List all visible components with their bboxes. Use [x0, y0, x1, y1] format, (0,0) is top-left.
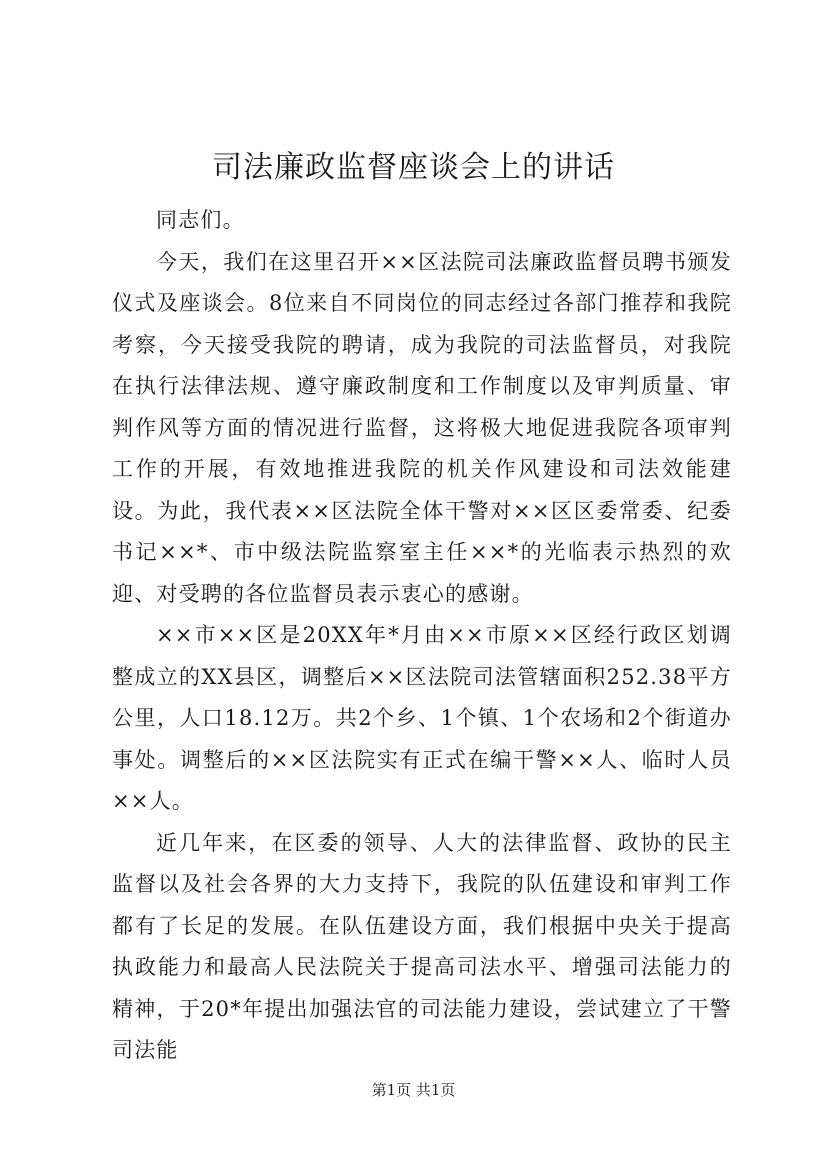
document-body — [112, 200, 732, 1072]
document-title: 司法廉政监督座谈会上的讲话 — [212, 150, 615, 185]
paragraph-2: ××市××区是20XX年*月由××市原××区经行政区划调整成立的XX县区，调整后××区法院司法管辖面积252.38平方公里，人口18.12万。共2个乡、1个镇、1个农场和2个街道办事处。调整后的××区法院实有正式在编干警××人、临时人员××人。 — [112, 623, 732, 813]
paragraph-3: 近几年来，在区委的领导、人大的法律监督、政协的民主监督以及社会各界的大力支持下，我院的队伍建设和审判工作都有了长足的发展。在队伍建设方面，我们根据中央关于提高执政能力和最高人民法院关于提高司法水平、增强司法能力的精神，于20*年提出加强法官的司法能力建设，尝试建立了干警司法能 — [112, 830, 732, 1062]
page-footer: 第1页 共1页 — [371, 1081, 456, 1099]
paragraph-1: 今天，我们在这里召开××区法院司法廉政监督员聘书颁发仪式及座谈会。8位来自不同岗位的同志经过各部门推荐和我院考察，今天接受我院的聘请，成为我院的司法监督员，对我院在执行法律法规、遵守廉政制度和工作制度以及审判质量、审判作风等方面的情况进行监督，这将极大地促进我院各项审判工作的开展，有效地推进我院的机关作风建设和司法效能建设。为此，我代表××区法院全体干警对××区区委常委、纪委书记××*、市中级法院监察室主任××*的光临表示热烈的欢迎、对受聘的各位监督员表示衷心的感谢。 — [112, 249, 732, 606]
salutation: 同志们。 — [156, 208, 245, 232]
